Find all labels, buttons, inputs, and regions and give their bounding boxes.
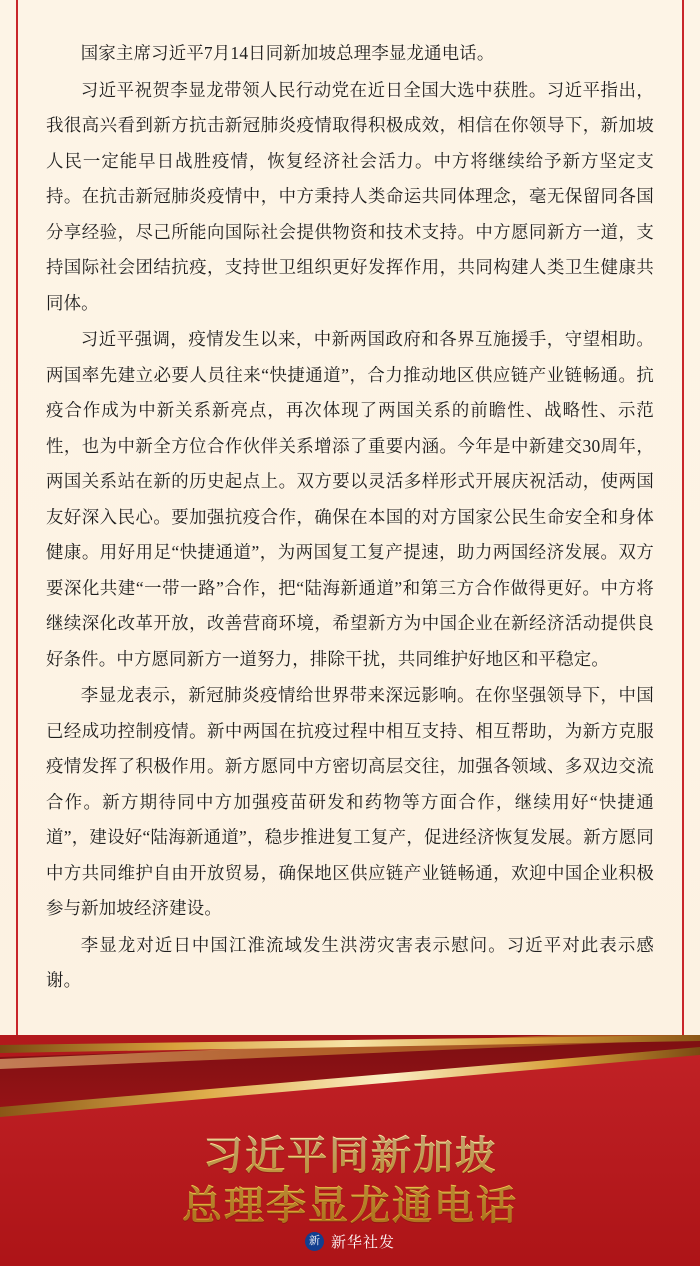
banner-headline (0, 1131, 700, 1231)
credit-text: 新华社发 (330, 1234, 395, 1251)
bottom-banner (0, 1035, 700, 1266)
right-margin-rule (682, 0, 684, 1035)
xinhua-logo-icon: 新 (305, 1232, 324, 1251)
paragraph-1: 国家主席习近平7月14日同新加坡总理李显龙通电话。 (80, 43, 495, 63)
paragraph-3: 习近平强调，疫情发生以来，中新两国政府和各界互施援手，守望相助。两国率先建立必要人员往来“快捷通道”，合力推动地区供应链产业链畅通。抗疫合作成为中新关系新亮点，再次体现了两国关系的前瞻性、战略性、示范性，也为中新全方位合作伙伴关系增添了重要内涵。今年是中新建交30周年，两国关系站在新的历史起点上。双方要以灵活多样形式开展庆祝活动，使两国友好深入民心。要加强抗疫合作，确保在本国的对方国家公民生命安全和身体健康。用好用足“快捷通道”，为两国复工复产提速，助力两国经济发展。双方要深化共建“一带一路”合作，把“陆海新通道”和第三方合作做得更好。中方将继续深化改革开放，改善营商环境，希望新方为中国企业在新经济活动提供良好条件。中方愿同新方一道努力，排除干扰，共同维护好地区和平稳定。 (46, 329, 654, 669)
banner-headline-line2: 总理李显龙通电话 (182, 1182, 518, 1229)
left-margin-rule (16, 0, 18, 1035)
credit-line (0, 1231, 700, 1252)
paragraph-2: 习近平祝贺李显龙带领人民行动党在近日全国大选中获胜。习近平指出，我很高兴看到新方抗击新冠肺炎疫情取得积极成效，相信在你领导下，新加坡人民一定能早日战胜疫情，恢复经济社会活力。中方将继续给予新方坚定支持。在抗击新冠肺炎疫情中，中方秉持人类命运共同体理念，毫无保留同各国分享经验，尽己所能向国际社会提供物资和技术支持。中方愿同新方一道，支持国际社会团结抗疫，支持世卫组织更好发挥作用，共同构建人类卫生健康共同体。 (46, 79, 654, 313)
banner-headline-line1: 习近平同新加坡 (203, 1132, 497, 1179)
paragraph-4: 李显龙表示，新冠肺炎疫情给世界带来深远影响。在你坚强领导下，中国已经成功控制疫情。新中两国在抗疫过程中相互支持、相互帮助，为新方克服疫情发挥了积极作用。新方愿同中方密切高层交往，加强各领域、多双边交流合作。新方期待同中方加强疫苗研发和药物等方面合作，继续用好“快捷通道”，建设好“陆海新通道”，稳步推进复工复产，促进经济恢复发展。新方愿同中方共同维护自由开放贸易，确保地区供应链产业链畅通，欢迎中国企业积极参与新加坡经济建设。 (46, 685, 654, 918)
paragraph-5: 李显龙对近日中国江淮流域发生洪涝灾害表示慰问。习近平对此表示感谢。 (46, 934, 654, 990)
article-body (46, 36, 654, 1000)
